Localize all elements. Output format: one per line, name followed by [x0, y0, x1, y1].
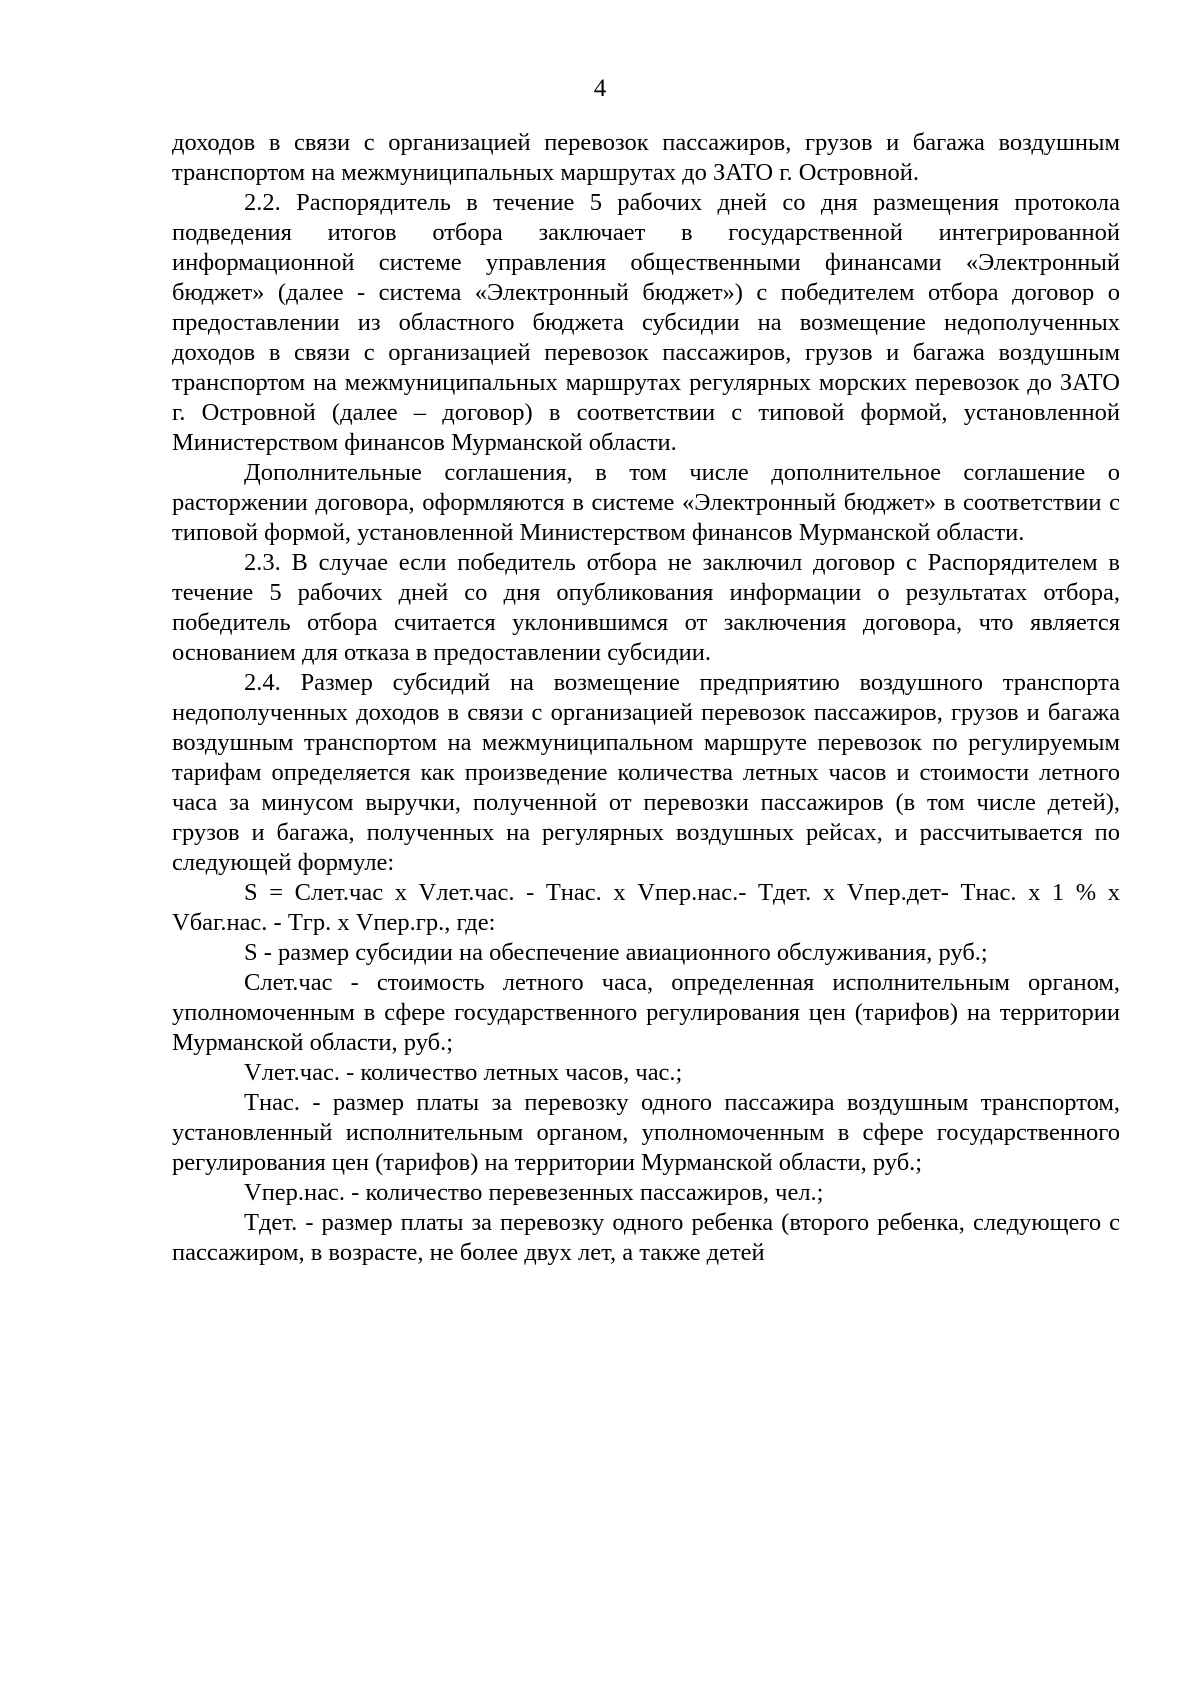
- document-body: [172, 128, 1120, 1268]
- paragraph-continuation: доходов в связи с организацией перевозок пассажиров, грузов и багажа воздушным транспортом на межмуниципальных маршрутах до ЗАТО г. Островной.: [172, 129, 1120, 186]
- page-number: 4: [593, 75, 607, 102]
- paragraph-2-2: 2.2. Распорядитель в течение 5 рабочих дней со дня размещения протокола подведения итогов отбора заключает в государственной интегрированной информационной системе управления общественными финансами «Электронный бюджет» (далее - система «Электронный бюджет») с победителем отбора договор о предоставлении из областного бюджета субсидии на возмещение недополученных доходов в связи с организацией перевозок пассажиров, грузов и багажа воздушным транспортом на межмуниципальных маршрутах регулярных морских перевозок до ЗАТО г. Островной (далее – договор) в соответствии с типовой формой, установленной Министерством финансов Мурманской области.: [172, 189, 1120, 456]
- definition-s: S - размер субсидии на обеспечение авиационного обслуживания, руб.;: [244, 939, 988, 966]
- definition-tnas: Тнас. - размер платы за перевозку одного пассажира воздушным транспортом, установленный исполнительным органом, уполномоченным в сфере государственного регулирования цен (тарифов) на территории Мурманской области, руб.;: [172, 1089, 1120, 1176]
- paragraph-2-4: 2.4. Размер субсидий на возмещение предприятию воздушного транспорта недополученных доходов в связи с организацией перевозок пассажиров, грузов и багажа воздушным транспортом на межмуниципальном маршруте перевозок по регулируемым тарифам определяется как произведение количества летных часов и стоимости летного часа за минусом выручки, полученной от перевозки пассажиров (в том числе детей), грузов и багажа, полученных на регулярных воздушных рейсах, и рассчитывается по следующей формуле:: [172, 669, 1120, 876]
- paragraph-additional-agreements: Дополнительные соглашения, в том числе дополнительное соглашение о расторжении договора, оформляются в системе «Электронный бюджет» в соответствии с типовой формой, установленной Министерством финансов Мурманской области.: [172, 459, 1120, 546]
- definition-vlet-chas: Vлет.час. - количество летных часов, час.;: [244, 1059, 683, 1086]
- definition-slet-chas: Слет.час - стоимость летного часа, определенная исполнительным органом, уполномоченным в сфере государственного регулирования цен (тарифов) на территории Мурманской области, руб.;: [172, 969, 1120, 1056]
- definition-vper-nas: Vпер.нас. - количество перевезенных пассажиров, чел.;: [244, 1179, 824, 1206]
- paragraph-2-3: 2.3. В случае если победитель отбора не заключил договор с Распорядителем в течение 5 рабочих дней со дня опубликования информации о результатах отбора, победитель отбора считается уклонившимся от заключения договора, что является основанием для отказа в предоставлении субсидии.: [172, 549, 1120, 666]
- definition-tdet: Тдет. - размер платы за перевозку одного ребенка (второго ребенка, следующего с пассажиром, в возрасте, не более двух лет, а также детей: [172, 1209, 1120, 1266]
- formula: S = Слет.час х Vлет.час. - Тнас. х Vпер.нас.- Тдет. х Vпер.дет- Тнас. х 1 % х Vбаг.нас. - Тгр. х Vпер.гр., где:: [172, 879, 1120, 936]
